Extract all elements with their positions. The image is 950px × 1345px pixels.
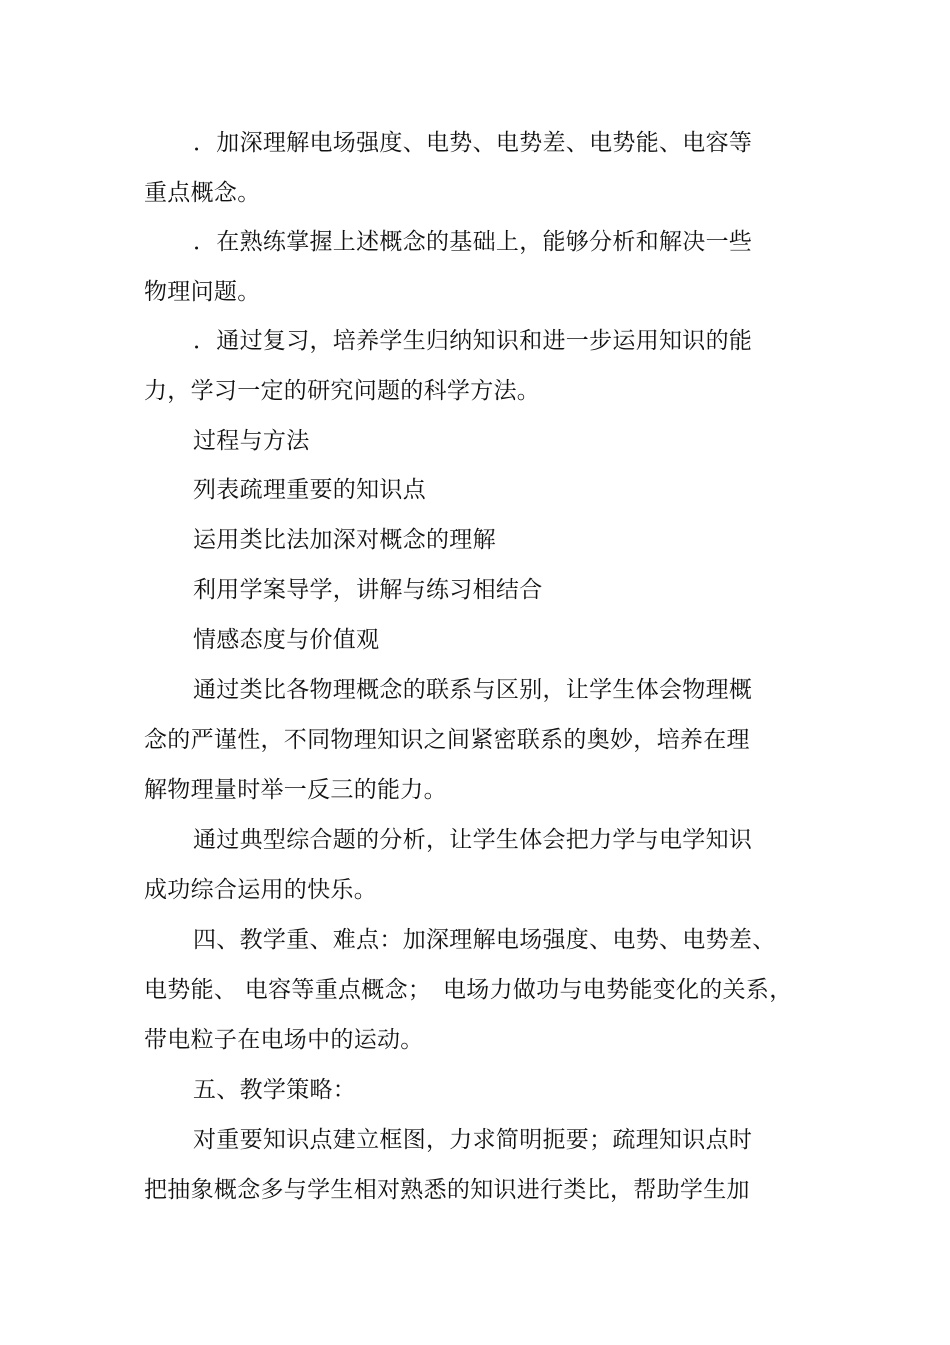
attitude-values-heading: 情感态度与价值观 [193, 627, 380, 653]
strategy-line-2: 把抽象概念多与学生相对熟悉的知识进行类比，帮助学生加 [144, 1177, 750, 1203]
process-method-heading: 过程与方法 [193, 428, 310, 454]
objective-3-line-1: ．通过复习，培养学生归纳知识和进一步运用知识的能 [193, 328, 753, 354]
objective-1-line-1: ．加深理解电场强度、电势、电势差、电势能、电容等 [193, 130, 753, 156]
process-item-1: 列表疏理重要的知识点 [193, 477, 426, 503]
strategy-heading: 五、教学策略： [193, 1077, 357, 1103]
attitude-para-2-line-1: 通过典型综合题的分析，让学生体会把力学与电学知识 [193, 827, 753, 853]
key-points-line-3: 带电粒子在电场中的运动。 [144, 1027, 424, 1053]
key-points-line-1: 四、教学重、难点：加深理解电场强度、电势、电势差、 [193, 927, 776, 953]
key-points-line-2: 电势能、 电容等重点概念； 电场力做功与电势能变化的关系， [144, 977, 793, 1003]
objective-2-line-2: 物理问题。 [144, 279, 261, 305]
objective-3-line-2: 力，学习一定的研究问题的科学方法。 [144, 378, 541, 404]
process-item-2: 运用类比法加深对概念的理解 [193, 527, 496, 553]
attitude-para-1-line-1: 通过类比各物理概念的联系与区别，让学生体会物理概 [193, 677, 753, 703]
attitude-para-1-line-3: 解物理量时举一反三的能力。 [144, 777, 447, 803]
strategy-line-1: 对重要知识点建立框图，力求简明扼要；疏理知识点时 [193, 1127, 753, 1153]
objective-2-line-1: ．在熟练掌握上述概念的基础上，能够分析和解决一些 [193, 229, 753, 255]
attitude-para-2-line-2: 成功综合运用的快乐。 [144, 877, 377, 903]
process-item-3: 利用学案导学，讲解与练习相结合 [193, 577, 543, 603]
attitude-para-1-line-2: 念的严谨性，不同物理知识之间紧密联系的奥妙，培养在理 [144, 727, 750, 753]
objective-1-line-2: 重点概念。 [144, 180, 261, 206]
